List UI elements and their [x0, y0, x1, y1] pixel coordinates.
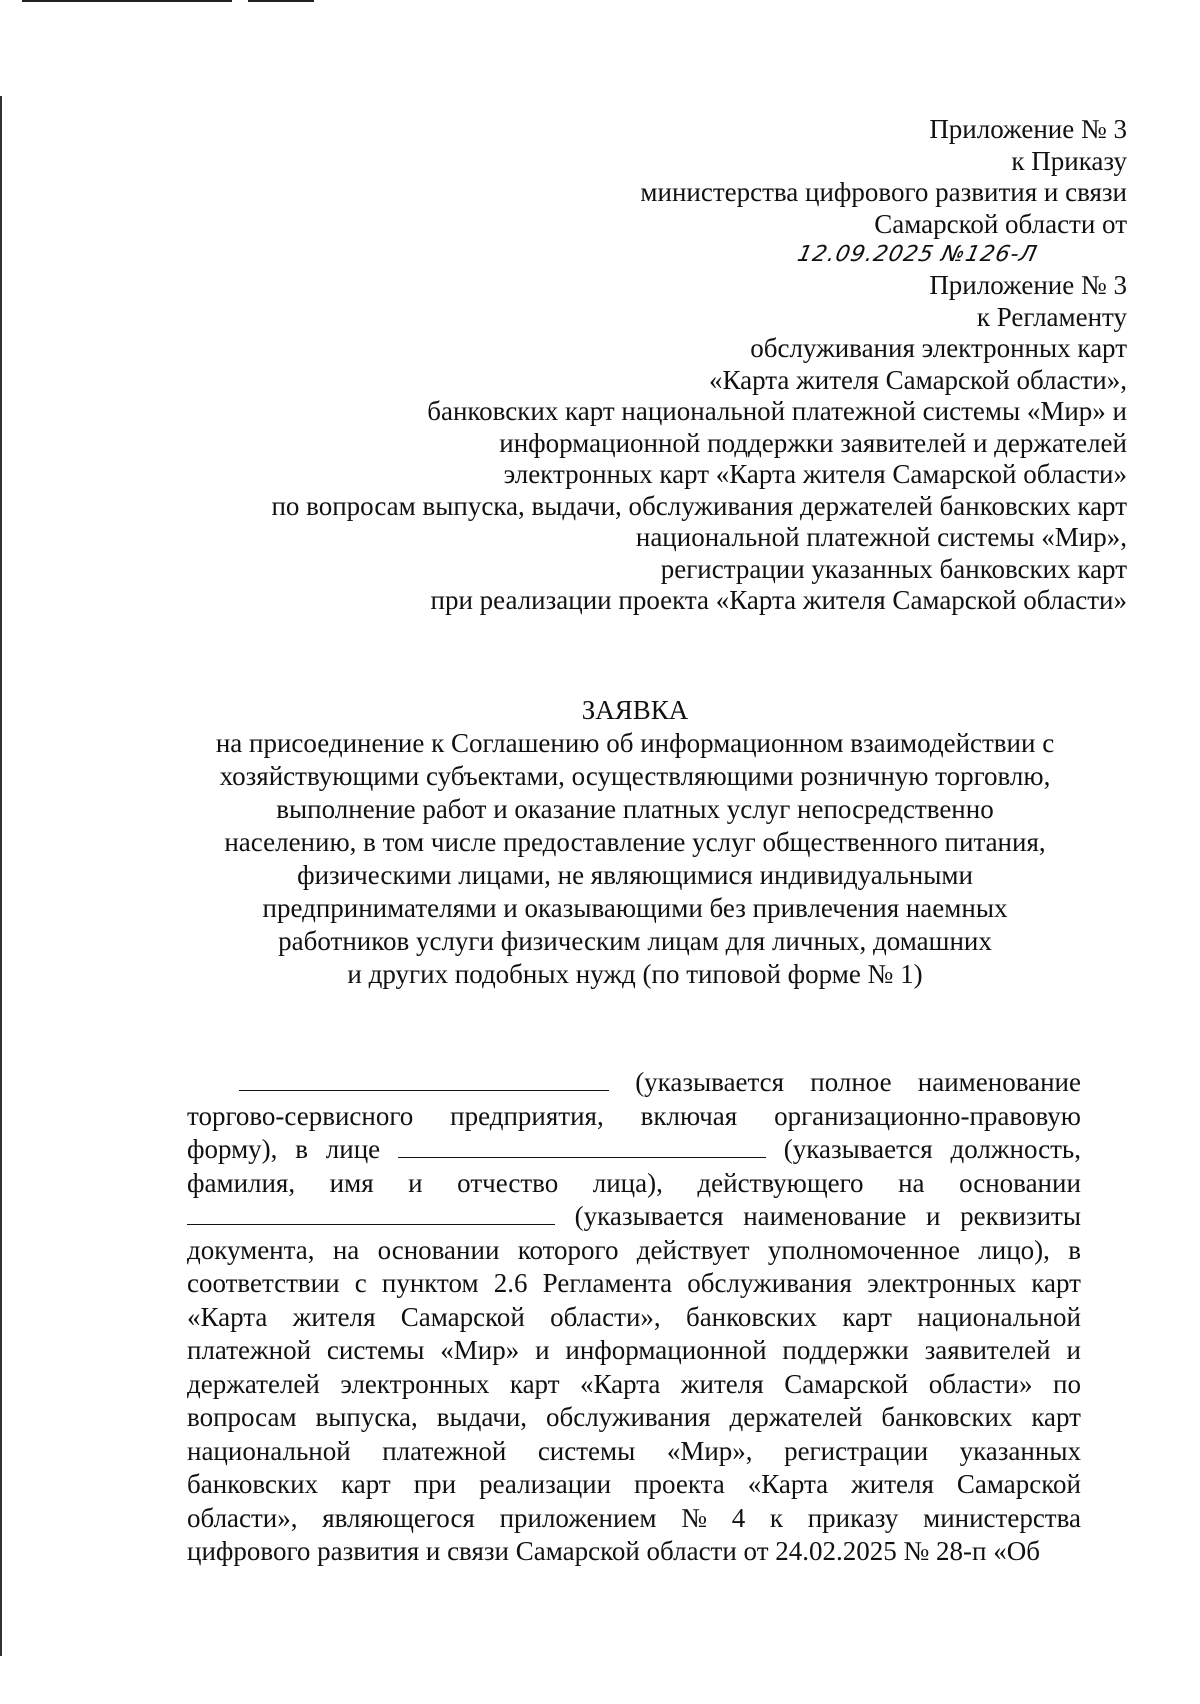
word: электронных — [867, 1268, 1017, 1298]
word: Регламента — [542, 1268, 673, 1298]
word: указанных — [959, 1435, 1081, 1466]
body-line — [187, 1200, 1081, 1234]
header-line: по вопросам выпуска, выдачи, обслуживания держателей банковских карт — [271, 490, 1127, 521]
word: наименование — [917, 1067, 1081, 1097]
word: системы — [326, 1335, 425, 1365]
word: основании — [377, 1234, 500, 1265]
word: лицо), — [978, 1234, 1050, 1265]
word: (указывается — [574, 1201, 724, 1231]
header-line: к Регламенту — [976, 301, 1127, 332]
word: Самарской — [956, 1469, 1081, 1499]
body-line-text: цифрового развития и связи Самарской области от 24.02.2025 № 28-п «Об — [187, 1536, 1040, 1566]
word: регистрации — [784, 1435, 929, 1466]
body-line — [187, 1267, 1081, 1301]
word: приказу — [807, 1502, 899, 1533]
appendix-header — [127, 114, 1127, 617]
word: карт — [1031, 1268, 1081, 1298]
word: форму), — [187, 1134, 278, 1164]
word: поддержки — [782, 1335, 909, 1365]
word: карт — [509, 1368, 560, 1399]
word: системы — [537, 1435, 636, 1466]
word: жителя — [292, 1301, 376, 1332]
word: полное — [810, 1067, 892, 1097]
blank-authority-document[interactable] — [187, 1202, 555, 1225]
header-line: при реализации проекта «Карта жителя Самарской области» — [430, 585, 1127, 615]
word: заявителей — [924, 1335, 1051, 1365]
word: в — [1068, 1234, 1081, 1265]
body-line — [187, 1301, 1081, 1335]
word: жителя — [851, 1469, 934, 1499]
word: приложением — [499, 1502, 657, 1533]
scan-edge-mark-top-2 — [248, 0, 314, 2]
word: уполномоченное — [767, 1234, 960, 1265]
word: к — [769, 1502, 784, 1533]
word: и — [1066, 1335, 1081, 1365]
word: наименование — [743, 1201, 907, 1231]
header-line: Самарской области от — [874, 208, 1127, 239]
word: на — [898, 1167, 925, 1198]
word: жителя — [680, 1368, 764, 1399]
title-line: хозяйствующими субъектами, осуществляющими розничную торговлю, — [219, 761, 1051, 791]
body-line — [187, 1100, 1081, 1134]
word: имя — [329, 1167, 374, 1198]
word: действует — [636, 1234, 750, 1265]
header-line: Приложение № 3 — [929, 114, 1127, 144]
word: организационно-правовую — [774, 1100, 1081, 1131]
word: в — [295, 1134, 308, 1164]
word: обслуживания — [545, 1402, 711, 1432]
word: национальной — [917, 1301, 1081, 1332]
word: фамилия, — [187, 1167, 296, 1198]
word: соответствии — [187, 1268, 340, 1298]
word: основании — [959, 1167, 1081, 1198]
title-line: на присоединение к Соглашению об информационном взаимодействии с — [215, 728, 1055, 758]
body-line — [187, 1334, 1081, 1368]
header-line: банковских карт национальной платежной системы «Мир» и — [427, 396, 1127, 426]
word: области», — [187, 1502, 298, 1533]
word: выдачи, — [436, 1402, 528, 1432]
scan-edge-mark-top — [22, 0, 232, 2]
word: платежной — [187, 1335, 312, 1365]
header-line: обслуживания электронных карт — [750, 333, 1127, 363]
word: и — [926, 1201, 941, 1231]
header-line: Приложение № 3 — [929, 270, 1127, 300]
header-line: национальной платежной системы «Мир», — [635, 522, 1127, 552]
body-line — [187, 1435, 1081, 1469]
word: национальной — [187, 1435, 351, 1466]
word: действующего — [697, 1167, 864, 1198]
header-line: информационной поддержки заявителей и держателей — [499, 427, 1127, 458]
document-title — [150, 694, 1120, 991]
title-line: населению, в том числе предоставление услуг общественного питания, — [224, 827, 1046, 857]
header-line: электронных карт «Карта жителя Самарской области» — [503, 459, 1127, 489]
body-line — [187, 1368, 1081, 1402]
body-line — [187, 1535, 1081, 1569]
handwritten-date-number: 12.09.2025 №126-Л — [795, 242, 1040, 267]
word: проекта — [634, 1469, 725, 1499]
word: 4 — [731, 1502, 746, 1533]
word: должность, — [950, 1134, 1081, 1164]
word: информационной — [565, 1335, 767, 1365]
word: включая — [640, 1100, 738, 1131]
word: банковских — [187, 1469, 319, 1499]
word: «Мир», — [666, 1435, 753, 1466]
word: и — [408, 1167, 423, 1198]
word: (указывается — [635, 1067, 785, 1097]
word: являющегося — [322, 1502, 475, 1533]
word: (указывается — [783, 1134, 933, 1164]
word: министерства — [923, 1502, 1081, 1533]
word: банковских — [881, 1402, 1013, 1432]
blank-organization-name[interactable] — [239, 1068, 609, 1091]
scan-edge-mark-left — [0, 96, 2, 1656]
body-line — [187, 1133, 1081, 1167]
word: Самарской — [400, 1301, 525, 1332]
word: платежной — [382, 1435, 507, 1466]
body-line — [187, 1167, 1081, 1201]
word: лице — [325, 1134, 381, 1164]
word: электронных — [340, 1368, 490, 1399]
word: документа, — [187, 1234, 315, 1265]
header-line: к Приказу — [1011, 145, 1127, 176]
word: при — [413, 1469, 457, 1499]
word: предприятия, — [450, 1100, 604, 1131]
word: вопросам — [187, 1402, 297, 1432]
word: с — [354, 1268, 367, 1298]
word: № — [681, 1502, 707, 1533]
word: которого — [517, 1234, 619, 1265]
word: держателей — [729, 1402, 863, 1432]
word: 2.6 — [493, 1268, 528, 1298]
title-line: и других подобных нужд (по типовой форме № 1) — [347, 959, 923, 989]
body-line — [187, 1066, 1081, 1100]
body-line — [187, 1234, 1081, 1268]
body-line — [187, 1502, 1081, 1536]
word: держателей — [187, 1368, 320, 1399]
word: банковских — [685, 1301, 818, 1332]
word: карт — [1031, 1402, 1081, 1432]
word: «Карта — [187, 1301, 268, 1332]
word: карт — [842, 1301, 892, 1332]
word: лица), — [592, 1167, 663, 1198]
word: «Карта — [580, 1368, 661, 1399]
header-line: министерства цифрового развития и связи — [640, 177, 1127, 207]
title-line: работников услуги физическим лицам для личных, домашних — [278, 926, 992, 956]
blank-representative[interactable] — [398, 1135, 766, 1158]
word: карт — [341, 1469, 391, 1499]
title-line: физическими лицами, не являющимися индивидуальными — [297, 860, 973, 890]
word: «Мир» — [440, 1335, 520, 1365]
word: Самарской — [784, 1368, 909, 1399]
title-line: выполнение работ и оказание платных услуг непосредственно — [276, 794, 994, 824]
word: на — [332, 1234, 360, 1265]
word: «Карта — [747, 1469, 829, 1499]
header-line: регистрации указанных банковских карт — [660, 553, 1127, 584]
body-line — [187, 1401, 1081, 1435]
word: реализации — [479, 1469, 612, 1499]
word: по — [1053, 1368, 1081, 1399]
word: торгово-сервисного — [187, 1100, 414, 1131]
word: области» — [928, 1368, 1033, 1399]
application-body — [187, 1066, 1081, 1569]
word: выпуска, — [315, 1402, 418, 1432]
title-main: ЗАЯВКА — [581, 695, 689, 725]
word: реквизиты — [960, 1201, 1081, 1231]
word: и — [535, 1335, 550, 1365]
title-line: предпринимателями и оказывающими без привлечения наемных — [262, 893, 1008, 923]
word: обслуживания — [687, 1268, 852, 1298]
word: области», — [550, 1301, 661, 1332]
word: отчество — [457, 1167, 559, 1198]
body-line — [187, 1468, 1081, 1502]
header-line: «Карта жителя Самарской области», — [709, 364, 1127, 395]
word: пунктом — [381, 1268, 479, 1298]
